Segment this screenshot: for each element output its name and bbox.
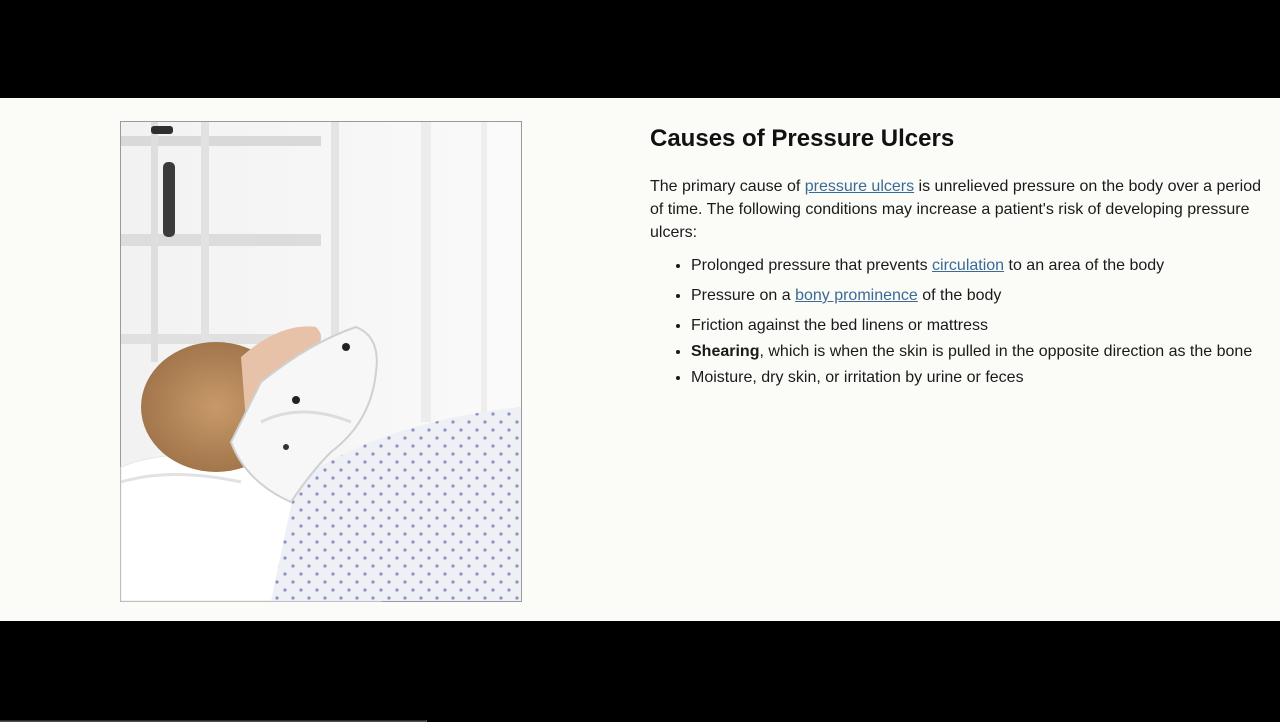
list-item — [691, 340, 1270, 363]
list-item-text: Friction against the bed linens or mattress — [691, 317, 989, 334]
list-item-text: Prolonged pressure that prevents — [691, 257, 933, 274]
list-item-text: of the body — [917, 287, 1002, 304]
letterbox-top — [0, 0, 1280, 98]
letterbox-bottom — [0, 621, 1280, 720]
list-item — [691, 314, 1270, 337]
list-item — [691, 366, 1270, 389]
lesson-page — [0, 98, 1280, 621]
patient-in-neck-brace-image — [121, 122, 521, 601]
shearing-term: Shearing — [691, 343, 760, 360]
list-item — [691, 254, 1270, 277]
lesson-content — [650, 124, 1270, 392]
risk-factor-list — [650, 254, 1270, 389]
intro-paragraph — [650, 175, 1270, 244]
list-item-text: , which is when the skin is pulled in the opposite direction as the bone — [759, 343, 1253, 360]
pressure-ulcers-link[interactable]: pressure ulcers — [804, 178, 915, 195]
list-item-text: to an area of the body — [1004, 257, 1165, 274]
intro-text-before: The primary cause of — [650, 178, 805, 195]
list-item-text: Pressure on a — [691, 287, 796, 304]
list-item — [691, 284, 1270, 307]
list-item-text: Moisture, dry skin, or irritation by urine or feces — [691, 369, 1024, 386]
bony-prominence-link[interactable]: bony prominence — [795, 287, 918, 304]
intro-text-after: is unrelieved pressure on the body over a period of time. The following conditions may increase a patient's risk of developing pressure ulcers: — [650, 178, 1261, 241]
page-title: Causes of Pressure Ulcers — [650, 125, 955, 152]
patient-photo — [120, 121, 522, 602]
circulation-link[interactable]: circulation — [932, 257, 1005, 274]
